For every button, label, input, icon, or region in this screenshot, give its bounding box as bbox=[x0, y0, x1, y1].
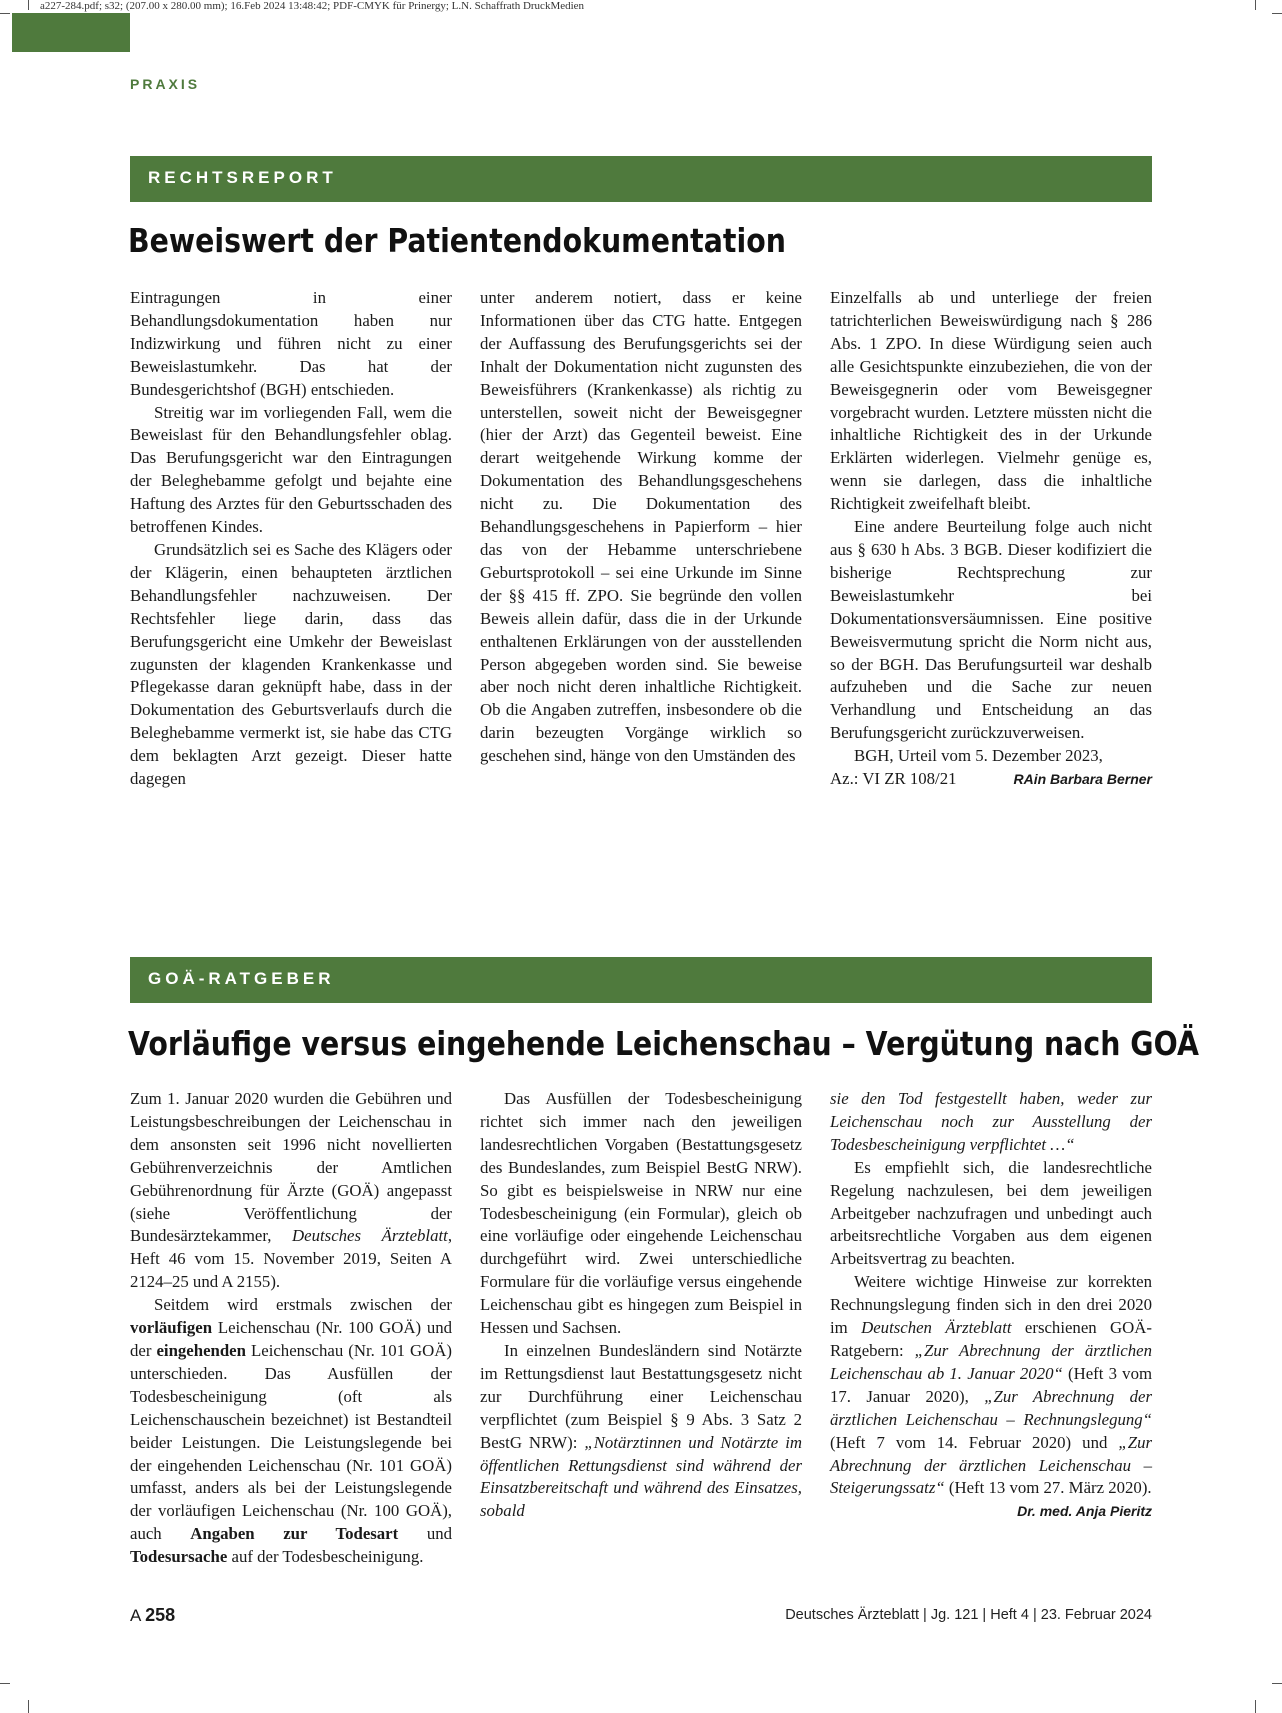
crop-mark bbox=[1272, 13, 1282, 14]
journal-issue: Heft 4 bbox=[990, 1607, 1029, 1623]
paragraph: Zum 1. Januar 2020 wurden die Gebühren und Leistungsbeschreibungen der Leichenschau in dem ansonsten seit 1996 nicht novellierten Gebührenverzeichnis der Amtlichen Gebührenordnung für Ärzte (GOÄ) angepasst (siehe Veröffentlichung der Bundesärztekammer, Deutsches Ärzteblatt, Heft 46 vom 15. November 2019, Seiten A 2124–25 und A 2155). bbox=[130, 1089, 453, 1292]
paragraph: sie den Tod festgestellt haben, weder zur Leichenschau noch zur Ausstellung der Todesbescheinigung verpflichtet …“ bbox=[830, 1089, 1152, 1154]
paragraph: Seitdem wird erstmals zwischen der vorläufigen Leichenschau (Nr. 100 GOÄ) und der eingehenden Leichenschau (Nr. 101 GOÄ) unterschieden. Das Ausfüllen der Todesbescheinigung (oft als Leichenschauschein bezeichnet) ist Bestandteil beider Leistungen. Die Leistungslegende bei der eingehenden Leichenschau (Nr. 101 GOÄ) umfasst, anders als bei der Leistungslegende der vorläufigen Leichenschau (Nr. 100 GOÄ), auch Angaben zur Todesart und Todesursache auf der Todesbescheinigung. bbox=[130, 1295, 452, 1567]
journal-volume: Jg. 121 bbox=[930, 1607, 979, 1623]
paragraph: In einzelnen Bundesländern sind Notärzte im Rettungsdienst laut Bestattungsgesetz nicht zur Durchführung einer Leichenschau verpflichtet (zum Beispiel § 9 Abs. 3 Satz 2 BestG NRW): „Notärztinnen und Notärzte im öffentlichen Rettungsdienst sind während der Einsatzbereitschaft und während des Einsatzes, sobald bbox=[480, 1340, 802, 1521]
article1-column-1 bbox=[130, 287, 452, 791]
print-info: a227-284.pdf; s32; (207.00 x 280.00 mm); 16.Feb 2024 13:48:42; PDF-CMYK für Prinergy; L.N. Schaffrath DruckMedien bbox=[40, 0, 585, 12]
section-color-block bbox=[12, 13, 130, 52]
article2-column-1 bbox=[130, 1088, 452, 1569]
author-name: RAin Barbara Berner bbox=[1013, 771, 1152, 788]
article-headline: Beweiswert der Patientendokumentation bbox=[128, 221, 786, 260]
journal-name: Deutsches Ärzteblatt bbox=[785, 1607, 919, 1623]
paragraph: Es empfiehlt sich, die landesrechtliche Regelung nachzulesen, bei dem jeweiligen Arbeitgeber nachzufragen und unbedingt auch arbeitsrechtliche Vorgaben aus dem eigenen Arbeitsvertrag zu beachten. bbox=[830, 1157, 1152, 1269]
page-prefix: A bbox=[130, 1606, 141, 1625]
case-reference: Az.: VI ZR 108/21 bbox=[830, 769, 957, 789]
author-name: Dr. med. Anja Pieritz bbox=[1017, 1503, 1152, 1520]
article1-column-3 bbox=[830, 287, 1152, 791]
journal-info: Deutsches Ärzteblatt | Jg. 121 | Heft 4 | 23. Februar 2024 bbox=[785, 1607, 1152, 1623]
paragraph: Einzelfalls ab und unterliege der freien tatrichterlichen Beweiswürdigung nach § 286 Abs. 1 ZPO. In diese Würdigung seien auch alle Gesichtspunkte einzubeziehen, die von der Beweisgegnerin oder vom Beweisgegner vorgebracht wurden. Letztere müssten nicht die inhaltliche Richtigkeit des in der Urkunde Erklärten widerlegen. Vielmehr genüge es, wenn sie darlegen, dass die inhaltliche Richtigkeit zweifelhaft bleibt. bbox=[830, 288, 1152, 514]
article-headline: Vorläufige versus eingehende Leichenschau – Vergütung nach GOÄ bbox=[128, 1024, 1199, 1063]
section-banner-rechtsreport bbox=[130, 156, 1152, 202]
article1-column-2 bbox=[480, 287, 802, 768]
article2-column-2 bbox=[480, 1088, 802, 1523]
journal-date: 23. Februar 2024 bbox=[1040, 1607, 1152, 1623]
paragraph: Eintragungen in einer Behandlungsdokumentation haben nur Indizwirkung und führen nicht zu einer Beweislastumkehr. Das hat der Bundesgerichtshof (BGH) entschieden. bbox=[130, 288, 452, 399]
crop-mark bbox=[0, 13, 10, 14]
article2-column-3 bbox=[830, 1088, 1152, 1523]
crop-mark bbox=[28, 1700, 29, 1713]
crop-mark bbox=[1255, 0, 1256, 10]
crop-mark bbox=[1272, 1683, 1282, 1684]
crop-mark bbox=[28, 0, 29, 10]
paragraph: Weitere wichtige Hinweise zur korrekten Rechnungslegung finden sich in den drei 2020 im Deutschen Ärzteblatt erschienen GOÄ-Ratgebern: „Zur Abrechnung der ärztlichen Leichenschau ab 1. Januar 2020“ (Heft 3 vom 17. Januar 2020), „Zur Abrechnung der ärztlichen Leichenschau – Rechnungslegung“ (Heft 7 vom 14. Februar 2020) und „Zur Abrechnung der ärztlichen Leichenschau – Steigerungssatz“ (Heft 13 vom 27. März 2020). bbox=[830, 1272, 1153, 1498]
section-label: RECHTSREPORT bbox=[148, 168, 337, 187]
paragraph: Das Ausfüllen der Todesbescheinigung richtet sich immer nach den jeweiligen landesrechtlichen Vorgaben (Bestattungsgesetz des Bundeslandes, zum Beispiel BestG NRW). So gibt es beispielsweise in NRW nur eine Todesbescheinigung (ein Formular), gleich ob eine vorläufige oder eingehende Leichenschau durchgeführt wird. Zwei unterschiedliche Formulare für die vorläufige versus eingehende Leichenschau gibt es hingegen zum Beispiel in Hessen und Sachsen. bbox=[480, 1089, 802, 1338]
paragraph: Streitig war im vorliegenden Fall, wem die Beweislast für den Behandlungsfehler oblag. Das Berufungsgericht war den Eintragungen der Beleghebamme gefolgt und bejahte eine Haftung des Arztes für den Geburtsschaden des betroffenen Kindes. bbox=[130, 402, 452, 537]
citation-author-line bbox=[830, 768, 1152, 791]
rubric-label: PRAXIS bbox=[130, 76, 201, 92]
crop-mark bbox=[1255, 1700, 1256, 1713]
author-line bbox=[830, 1500, 1152, 1523]
page-number bbox=[130, 1605, 175, 1626]
section-label: GOÄ-RATGEBER bbox=[148, 969, 335, 988]
paragraph: Eine andere Beurteilung folge auch nicht aus § 630 h Abs. 3 BGB. Dieser kodifiziert die bisherige Rechtsprechung zur Beweislastumkehr bei Dokumentationsversäumnissen. Eine positive Beweisvermutung spricht die Norm nicht aus, so der BGH. Das Berufungsurteil war deshalb aufzuheben und die Sache zur neuen Verhandlung und Entscheidung an das Berufungsgericht zurückzuverweisen. bbox=[830, 517, 1152, 743]
page-number-value: 258 bbox=[145, 1605, 176, 1625]
paragraph: Grundsätzlich sei es Sache des Klägers oder der Klägerin, einen behaupteten ärztlichen Behandlungsfehler nachzuweisen. Der Rechtsfehler liege darin, dass das Berufungsgericht eine Umkehr der Beweislast zugunsten der klagenden Krankenkasse und Pflegekasse daran geknüpft habe, dass in der Dokumentation des Geburtsverlaufs durch die Beleghebamme vermerkt ist, sie habe das CTG dem beklagten Arzt gezeigt. Dieser hatte dagegen bbox=[130, 539, 452, 789]
crop-mark bbox=[0, 1683, 10, 1684]
section-banner-goae-ratgeber bbox=[130, 957, 1152, 1003]
citation-line: BGH, Urteil vom 5. Dezember 2023, bbox=[854, 746, 1103, 766]
paragraph: unter anderem notiert, dass er keine Informationen über das CTG hatte. Entgegen der Auffassung des Berufungsgerichts sei der Inhalt der Dokumentation nicht zugunsten des Beweisführers (Krankenkasse) als richtig zu unterstellen, soweit nicht der Beweisgegner (hier der Arzt) das Gegenteil beweist. Eine derart weitgehende Wirkung komme der Dokumentation des Behandlungsgeschehens nicht zu. Die Dokumentation des Behandlungsgeschehens in Papierform – hier das von der Hebamme unterschriebene Geburtsprotokoll – sei eine Urkunde im Sinne der §§ 415 ff. ZPO. Sie begründe den vollen Beweis allein dafür, dass die in der Urkunde enthaltenen Erklärungen von der ausstellenden Person abgegeben worden sind. Sie beweise aber noch nicht deren inhaltliche Richtigkeit. Ob die Angaben zutreffen, insbesondere ob die darin bezeugten Vorgänge wirklich so geschehen sind, hänge von den Umständen des bbox=[480, 288, 802, 766]
